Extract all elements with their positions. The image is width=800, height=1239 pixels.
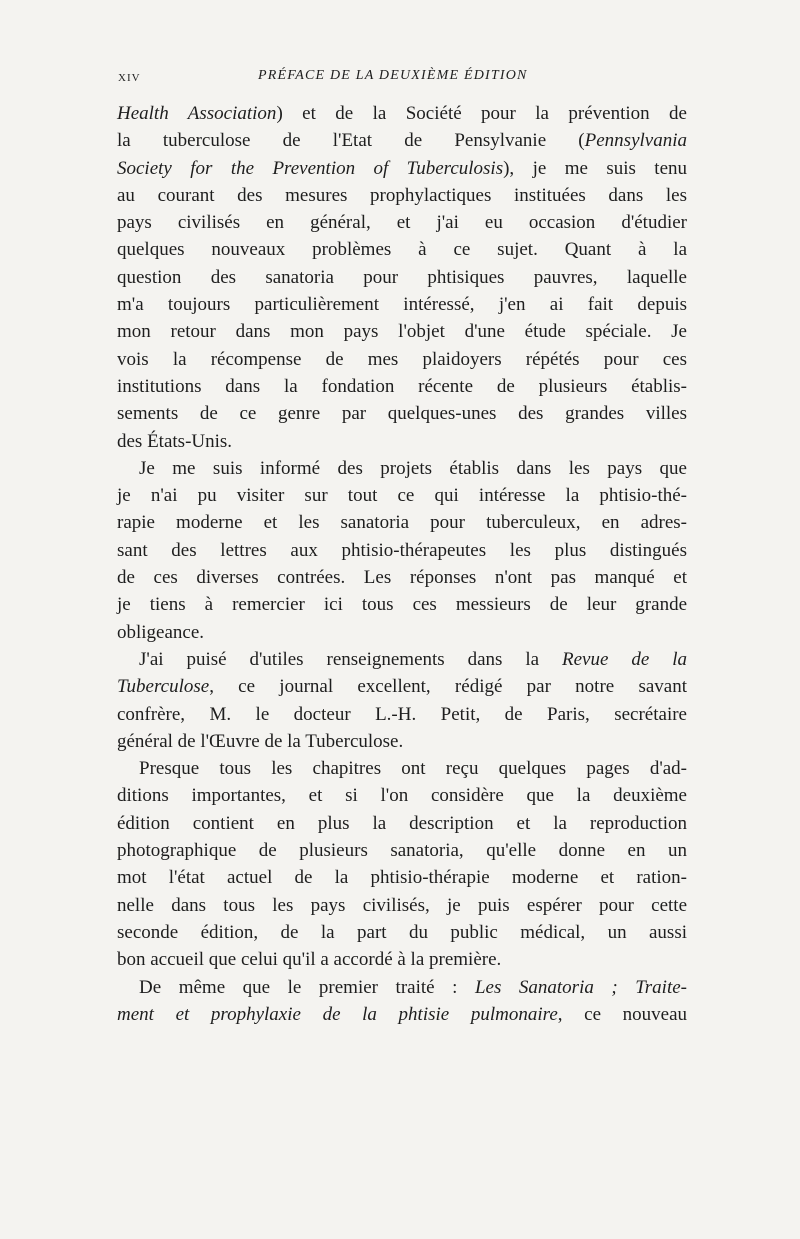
text-line	[117, 864, 687, 891]
text-line	[117, 428, 687, 455]
text-segment: vois la récompense de mes plaidoyers répétés pour ces	[117, 348, 687, 370]
text-segment: sements de ce genre par quelques-unes des grandes villes	[117, 403, 687, 425]
text-line	[117, 155, 687, 182]
text-segment: J'ai puisé d'utiles renseignements dans la	[139, 648, 563, 670]
text-line	[117, 482, 687, 509]
text-segment: je n'ai pu visiter sur tout ce qui intéresse la phtisio-thé-	[117, 485, 687, 507]
body-text	[117, 100, 687, 1028]
text-line	[117, 182, 687, 209]
text-segment: des États-Unis.	[117, 430, 233, 452]
text-line	[117, 400, 687, 427]
text-line	[117, 373, 687, 400]
text-line	[117, 782, 687, 809]
text-segment: ), je me suis tenu	[503, 157, 688, 179]
text-segment: , ce nouveau	[557, 1003, 688, 1025]
text-segment: mot l'état actuel de la phtisio-thérapie moderne et ration-	[117, 867, 687, 889]
text-segment: quelques nouveaux problèmes à ce sujet. Quant à la	[117, 239, 687, 261]
text-segment: question des sanatoria pour phtisiques pauvres, laquelle	[117, 266, 687, 288]
text-line	[117, 209, 687, 236]
text-line	[117, 291, 687, 318]
text-line	[117, 892, 687, 919]
text-line	[117, 673, 687, 700]
text-segment: rapie moderne et les sanatoria pour tuberculeux, en adres-	[117, 512, 687, 534]
text-line	[117, 619, 687, 646]
text-line	[117, 264, 687, 291]
text-segment: seconde édition, de la part du public médical, un aussi	[117, 921, 687, 943]
text-line	[117, 564, 687, 591]
page-number: XIV	[118, 72, 141, 84]
text-segment: ) et de la Société pour la prévention de	[276, 103, 687, 124]
text-line	[117, 509, 687, 536]
italic-segment: Health Association	[117, 103, 277, 124]
text-segment: photographique de plusieurs sanatoria, qu'elle donne en un	[117, 840, 687, 862]
text-line	[117, 946, 687, 973]
text-segment: la tuberculose de l'Etat de Pensylvanie (	[117, 130, 585, 152]
running-title: PRÉFACE DE LA DEUXIÈME ÉDITION	[258, 68, 528, 83]
text-line	[117, 455, 687, 482]
text-segment: au courant des mesures prophylactiques instituées dans les	[117, 184, 687, 206]
text-line	[117, 701, 687, 728]
text-segment: bon accueil que celui qu'il a accordé à la première.	[117, 949, 502, 971]
text-segment: général de l'Œuvre de la Tuberculose.	[117, 730, 404, 752]
text-segment: Presque tous les chapitres ont reçu quelques pages d'ad-	[139, 758, 687, 780]
text-line	[117, 318, 687, 345]
text-line	[117, 919, 687, 946]
text-segment: sant des lettres aux phtisio-thérapeutes les plus distingués	[117, 539, 687, 561]
text-segment: m'a toujours particulièrement intéressé, j'en ai fait depuis	[117, 294, 687, 316]
text-segment: pays civilisés en général, et j'ai eu occasion d'étudier	[117, 212, 687, 234]
text-segment: nelle dans tous les pays civilisés, je puis espérer pour cette	[117, 894, 687, 916]
text-line	[117, 591, 687, 618]
text-line	[117, 100, 687, 127]
text-segment: institutions dans la fondation récente de plusieurs établis-	[117, 375, 687, 397]
text-segment: De même que le premier traité :	[139, 976, 475, 998]
text-line	[117, 1001, 687, 1028]
text-line	[117, 537, 687, 564]
text-segment: Je me suis informé des projets établis dans les pays que	[139, 457, 687, 479]
text-segment: mon retour dans mon pays l'objet d'une étude spéciale. Je	[117, 321, 687, 343]
text-line	[117, 728, 687, 755]
text-line	[117, 755, 687, 782]
italic-segment: Society for the Prevention of Tuberculosis	[117, 157, 504, 179]
text-segment: je tiens à remercier ici tous ces messieurs de leur grande	[117, 594, 687, 616]
text-line	[117, 346, 687, 373]
text-line	[117, 837, 687, 864]
italic-segment: Tuberculose	[117, 676, 210, 698]
text-line	[117, 810, 687, 837]
text-segment: confrère, M. le docteur L.-H. Petit, de Paris, secrétaire	[117, 703, 687, 725]
text-line	[117, 974, 687, 1001]
italic-segment: Les Sanatoria ; Traite-	[474, 976, 687, 998]
italic-segment: Pennsylvania	[584, 130, 687, 152]
text-line	[117, 646, 687, 673]
text-segment: édition contient en plus la description et la reproduction	[117, 812, 687, 834]
text-segment: de ces diverses contrées. Les réponses n'ont pas manqué et	[117, 567, 687, 589]
italic-segment: Revue de la	[562, 648, 687, 670]
italic-segment: ment et prophylaxie de la phtisie pulmonaire	[117, 1003, 558, 1025]
text-line	[117, 127, 687, 154]
text-segment: ditions importantes, et si l'on considère que la deuxième	[117, 785, 687, 807]
text-segment: , ce journal excellent, rédigé par notre savant	[209, 676, 687, 698]
text-line	[117, 236, 687, 263]
running-head	[0, 68, 800, 88]
text-segment: obligeance.	[117, 621, 205, 643]
